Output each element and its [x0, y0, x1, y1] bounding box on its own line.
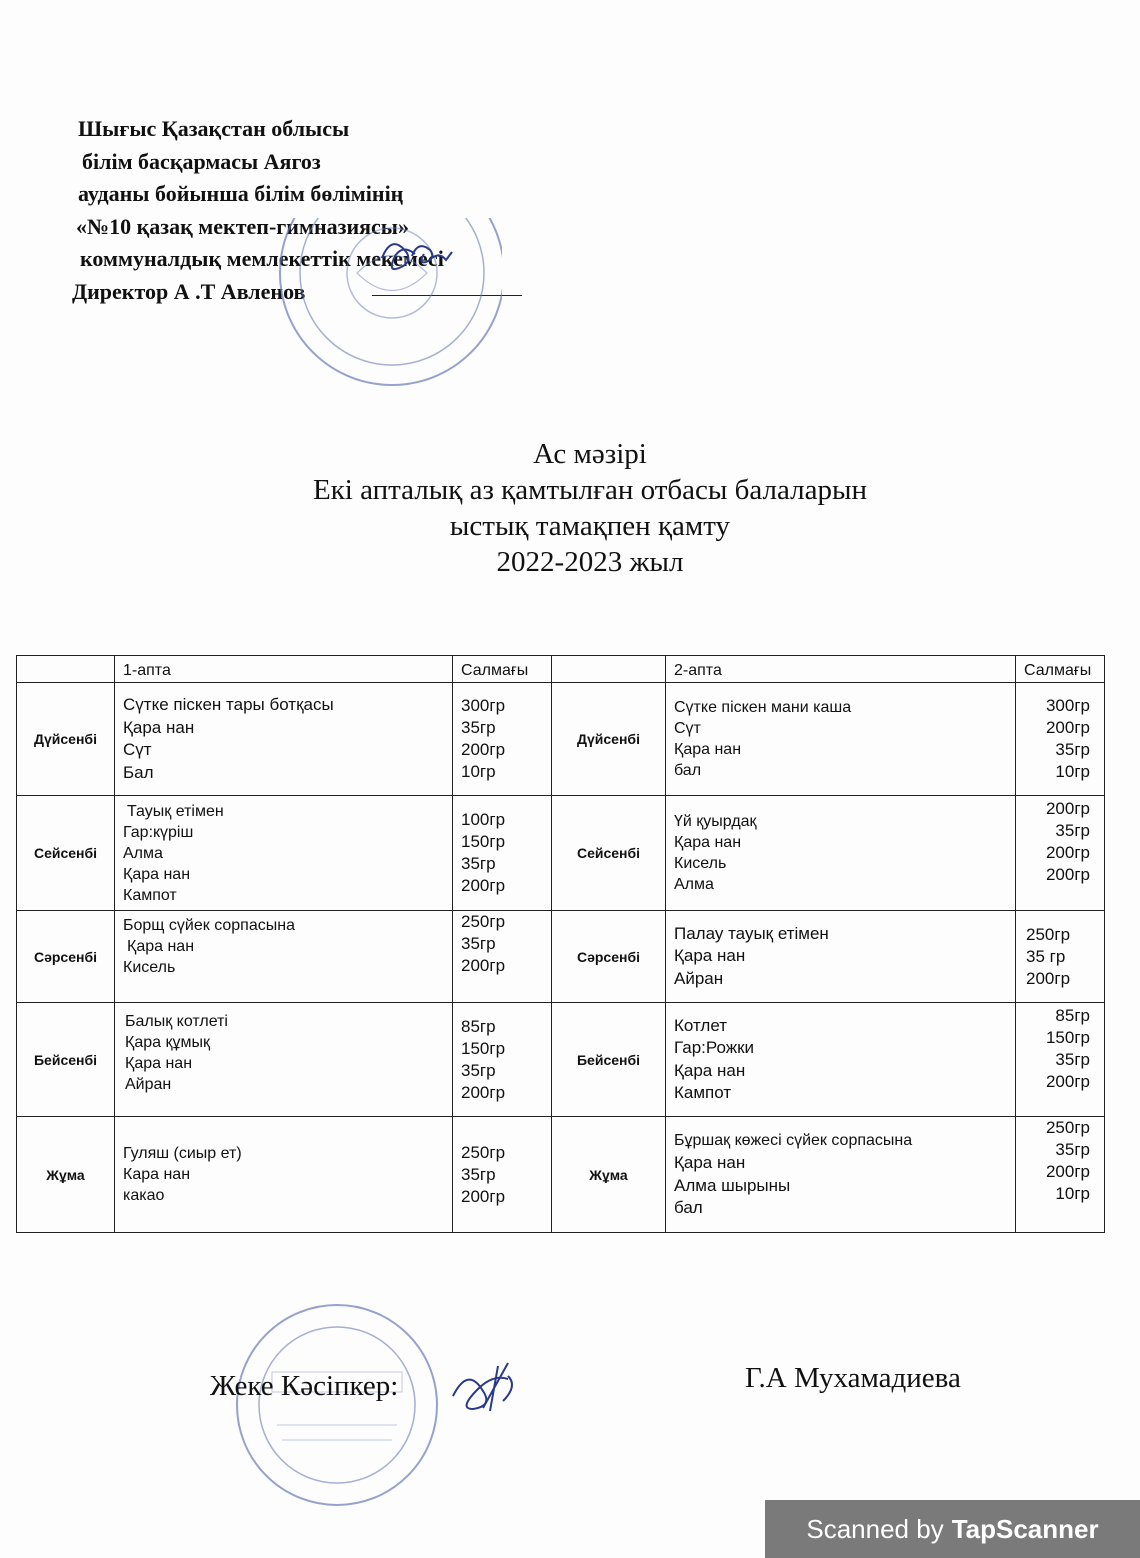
dishes-cell [115, 911, 453, 1003]
header-weight2: Салмағы [1016, 656, 1105, 683]
weight-item: 200гр [1045, 1072, 1090, 1091]
weight-item: 85гр [461, 1016, 496, 1036]
weight-item: 35гр [1055, 821, 1090, 840]
dishes-cell [115, 796, 453, 911]
dish-item: Кисель [674, 855, 727, 872]
dish-item: Бұршақ көжесі сүйек сорпасына [674, 1131, 913, 1149]
day-cell: Жұма [552, 1117, 666, 1233]
dish-item: Алма шырыны [674, 1175, 791, 1195]
weight-item: 300гр [461, 696, 506, 715]
weights-cell [453, 1117, 552, 1233]
entrepreneur-label: Жеке Кәсіпкер: [210, 1370, 399, 1402]
weight-item: 200гр [461, 1186, 506, 1206]
dish-item: Алма [123, 844, 163, 862]
header-line-district: ауданы бойынша білім бөлімінің [78, 181, 404, 206]
scanner-watermark [765, 1500, 1140, 1558]
header-empty-cell [17, 656, 115, 683]
weights-cell [1016, 1117, 1105, 1233]
weight-item: 35гр [461, 1060, 496, 1080]
menu-title: Ас мәзірі [533, 438, 647, 470]
weights-cell [1016, 683, 1105, 796]
weight-item: 35 гр [1026, 946, 1066, 966]
header-week2: 2-апта [666, 656, 1016, 683]
dish-item: Балық котлеті [125, 1013, 228, 1030]
weight-item: 150гр [461, 832, 506, 851]
dishes-cell [115, 1117, 453, 1233]
menu-table [16, 655, 1105, 1233]
weight-item: 200гр [1026, 968, 1071, 988]
dishes-cell [666, 911, 1016, 1003]
weights-cell [453, 911, 552, 1003]
watermark-prefix: Scanned by [806, 1513, 944, 1544]
dish-item: Сүт [123, 740, 152, 759]
header-empty-cell-2 [552, 656, 666, 683]
weights-cell [1016, 796, 1105, 911]
dish-item: Айран [125, 1076, 172, 1093]
dishes-cell [666, 796, 1016, 911]
dish-item: Бал [123, 762, 154, 782]
dish-item: Қара нан [123, 717, 195, 737]
dish-item: Қара құмық [125, 1034, 210, 1051]
weight-item: 200гр [461, 1082, 506, 1102]
table-header-row [17, 656, 1105, 683]
day-cell: Жұма [17, 1117, 115, 1233]
header-line-institution: коммуналдық мемлекеттік мекемесі [80, 246, 444, 271]
dish-item: Сүтке піскен мани каша [674, 699, 852, 716]
header-week1: 1-апта [115, 656, 453, 683]
dish-item: Қара нан [674, 946, 746, 966]
dishes-cell [666, 683, 1016, 796]
weight-item: 200гр [1045, 718, 1090, 737]
dish-item: Кара нан [123, 1166, 191, 1183]
header-line-school: «№10 қазақ мектеп-гимназиясы» [76, 213, 409, 239]
weight-item: 200гр [1045, 1162, 1090, 1181]
dish-item: бал [674, 1198, 703, 1217]
day-cell: Бейсенбі [552, 1003, 666, 1117]
dish-item: Қара нан [674, 741, 742, 758]
dish-item: Қара нан [674, 834, 742, 851]
weight-item: 10гр [1055, 762, 1090, 781]
header-line-department: білім басқармасы Аягоз [82, 148, 321, 174]
dish-item: Тауық етімен [127, 802, 224, 820]
header-weight1: Салмағы [453, 656, 552, 683]
dishes-cell [115, 1003, 453, 1117]
dish-item: Сүт [674, 720, 701, 737]
dish-item: Қара нан [127, 938, 195, 955]
weight-item: 250гр [461, 912, 506, 931]
weight-item: 200гр [1045, 799, 1090, 818]
weights-cell [453, 683, 552, 796]
table-row [17, 683, 1105, 796]
weight-item: 35гр [1055, 1140, 1090, 1159]
weights-cell [453, 1003, 552, 1117]
dish-item: Кампот [674, 1083, 732, 1102]
table-row [17, 1003, 1105, 1117]
weight-item: 250гр [1026, 924, 1071, 944]
weight-item: 200гр [461, 740, 506, 759]
weight-item: 250гр [1045, 1118, 1090, 1137]
dish-item: Котлет [674, 1015, 727, 1035]
dish-item: Гуляш (сиыр ет) [123, 1145, 242, 1162]
day-cell: Дүйсенбі [17, 683, 115, 796]
dish-item: Қара нан [123, 865, 191, 883]
day-cell: Сәрсенбі [552, 911, 666, 1003]
weight-item: 100гр [461, 810, 506, 829]
menu-title-block [0, 436, 1140, 580]
dish-item: Палау тауық етімен [674, 923, 829, 943]
watermark-brand: TapScanner [951, 1513, 1099, 1544]
dish-item: Қара нан [674, 1153, 746, 1172]
dish-item: Айран [674, 968, 724, 988]
menu-subtitle-2: ыстық тамақпен қамту [449, 510, 731, 542]
day-cell: Сейсенбі [552, 796, 666, 911]
dish-item: Алма [674, 876, 714, 893]
day-cell: Сәрсенбі [17, 911, 115, 1003]
weight-item: 200гр [1045, 843, 1090, 862]
day-cell: Сейсенбі [17, 796, 115, 911]
dish-item: Қара нан [674, 1060, 746, 1080]
weight-item: 85гр [1055, 1006, 1090, 1025]
dish-item: Гар:күріш [123, 823, 194, 841]
dishes-cell [666, 1003, 1016, 1117]
weight-item: 10гр [461, 762, 496, 781]
header-line-region: Шығыс Қазақстан облысы [78, 116, 350, 141]
entrepreneur-name: Г.А Мухамадиева [745, 1362, 961, 1394]
dish-item: Гар:Рожки [674, 1038, 755, 1057]
day-cell: Дүйсенбі [552, 683, 666, 796]
menu-year: 2022-2023 жыл [496, 546, 684, 578]
signature-icon [448, 1356, 528, 1416]
dish-item: Борщ сүйек сорпасына [123, 917, 295, 934]
dish-item: Қара нан [125, 1055, 193, 1072]
school-stamp-icon [262, 218, 502, 388]
weights-cell [1016, 911, 1105, 1003]
dish-item: бал [674, 762, 702, 779]
weight-item: 150гр [1045, 1028, 1090, 1047]
weight-item: 35гр [461, 718, 496, 737]
menu-subtitle-1: Екі апталық аз қамтылған отбасы балаларын [313, 474, 867, 506]
weight-item: 300гр [1045, 696, 1090, 715]
weight-item: 10гр [1055, 1184, 1090, 1203]
weight-item: 35гр [461, 854, 496, 873]
header-line-director: Директор А .Т Авленов [72, 278, 306, 304]
weight-item: 200гр [461, 876, 506, 895]
dish-item: Үй қуырдақ [674, 813, 757, 830]
dish-item: Кисель [123, 959, 176, 976]
weight-item: 35гр [461, 934, 496, 953]
weight-item: 35гр [1055, 1050, 1090, 1069]
weights-cell [453, 796, 552, 911]
dish-item: Сүтке піскен тары ботқасы [123, 695, 334, 714]
weight-item: 35гр [1055, 740, 1090, 759]
weight-item: 200гр [461, 956, 506, 975]
dishes-cell [115, 683, 453, 796]
table-row [17, 796, 1105, 911]
weight-item: 250гр [461, 1142, 506, 1162]
weights-cell [1016, 1003, 1105, 1117]
table-row [17, 1117, 1105, 1233]
entrepreneur-stamp-icon [232, 1300, 442, 1510]
dishes-cell [666, 1117, 1016, 1233]
weight-item: 150гр [461, 1038, 506, 1058]
table-row [17, 911, 1105, 1003]
weight-item: 35гр [461, 1164, 496, 1184]
dish-item: какао [123, 1187, 165, 1204]
weight-item: 200гр [1045, 865, 1090, 884]
day-cell: Бейсенбі [17, 1003, 115, 1117]
dish-item: Кампот [123, 886, 177, 904]
